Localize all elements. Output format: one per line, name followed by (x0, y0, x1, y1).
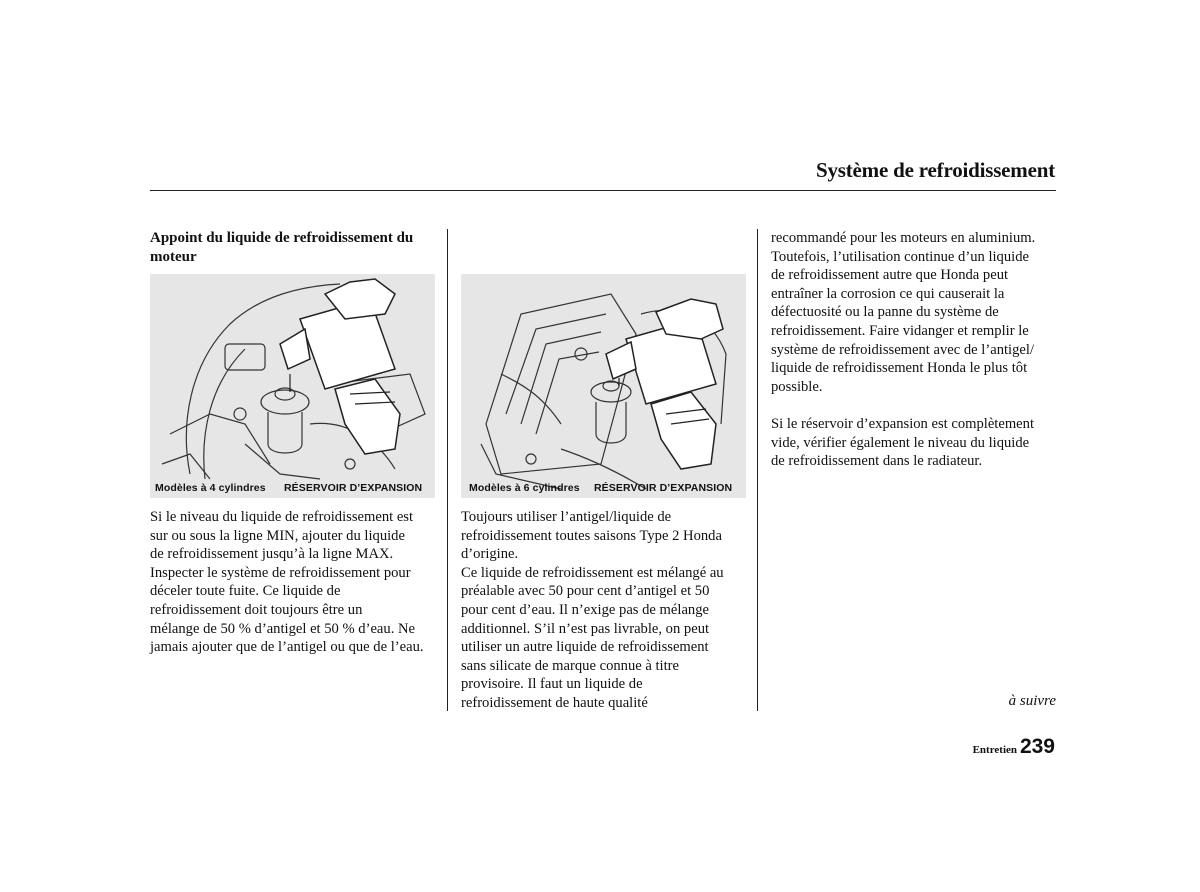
right-column-paragraph-1 (771, 229, 1063, 396)
right-column-paragraph-2 (771, 415, 1063, 471)
figure-caption-model: Modèles à 6 cylindres (469, 482, 580, 494)
text-line: refroidissement de haute qualité (461, 694, 648, 711)
text-line: défectuosité ou la panne du système de (771, 304, 999, 321)
text-line: entraîner la corrosion ce qui causerait la (771, 285, 1005, 302)
middle-column-paragraph (461, 508, 753, 713)
text-line: pour cent d’eau. Il n’exige pas de mélange (461, 601, 709, 618)
text-line: Toujours utiliser l’antigel/liquide de (461, 509, 672, 525)
text-line: liquide de refroidissement Honda le plus tôt (771, 360, 1028, 377)
text-line: provisoire. Il faut un liquide de (461, 676, 643, 693)
text-line: recommandé pour les moteurs en aluminium. (771, 230, 1036, 246)
column-divider-left (447, 229, 448, 711)
figure-6-cylinder-engine (461, 274, 746, 498)
column-divider-right (757, 229, 758, 711)
text-line: Toutefois, l’utilisation continue d’un liquide (771, 248, 1029, 265)
text-line: de refroidissement jusqu’à la ligne MAX. (150, 546, 394, 563)
text-line: de refroidissement autre que Honda peut (771, 267, 1009, 284)
text-line: vide, vérifier également le niveau du liquide (771, 434, 1030, 451)
header-divider (150, 190, 1056, 191)
text-line: possible. (771, 378, 823, 395)
text-line: Inspecter le système de refroidissement pour (150, 564, 411, 581)
engine-illustration-6cyl (461, 274, 746, 498)
continue-label: à suivre (1008, 693, 1056, 709)
text-line: de refroidissement dans le radiateur. (771, 453, 983, 470)
text-line: jamais ajouter que de l’antigel ou que de l’eau. (150, 639, 424, 656)
page-number: 239 (1019, 735, 1055, 758)
text-line: Si le niveau du liquide de refroidissement est (150, 509, 414, 525)
text-line: préalable avec 50 pour cent d’antigel et 50 (461, 583, 710, 600)
figure-4-cylinder-engine (150, 274, 435, 498)
text-line: système de refroidissement avec de l’antigel/ (771, 341, 1034, 358)
text-line: Si le réservoir d’expansion est complètement (771, 416, 1035, 432)
text-line: mélange de 50 % d’antigel et 50 % d’eau. Ne (150, 620, 416, 637)
figure-caption-label: RÉSERVOIR D’EXPANSION (284, 482, 423, 494)
engine-illustration-4cyl (150, 274, 435, 498)
section-heading: Appoint du liquide de refroidissement du moteur (150, 230, 414, 265)
text-line: d’origine. (461, 546, 519, 563)
text-line: refroidissement. Faire vidanger et remplir le (771, 322, 1029, 339)
text-line: Ce liquide de refroidissement est mélangé au (461, 564, 724, 581)
left-column-paragraph (150, 508, 445, 657)
text-line: déceler toute fuite. Ce liquide de (150, 583, 341, 600)
text-line: utiliser un autre liquide de refroidissement (461, 639, 709, 656)
text-line: sans silicate de marque connue à titre (461, 657, 680, 674)
footer-section-name: Entretien (972, 744, 1017, 756)
text-line: sur ou sous la ligne MIN, ajouter du liquide (150, 527, 405, 544)
text-line: refroidissement toutes saisons Type 2 Honda (461, 527, 722, 544)
text-line: refroidissement doit toujours être un (150, 601, 363, 618)
figure-caption-label: RÉSERVOIR D’EXPANSION (594, 482, 733, 494)
figure-caption-model: Modèles à 4 cylindres (155, 482, 266, 494)
text-line: additionnel. S’il n’est pas livrable, on peut (461, 620, 710, 637)
page-title: Système de refroidissement (816, 158, 1055, 182)
